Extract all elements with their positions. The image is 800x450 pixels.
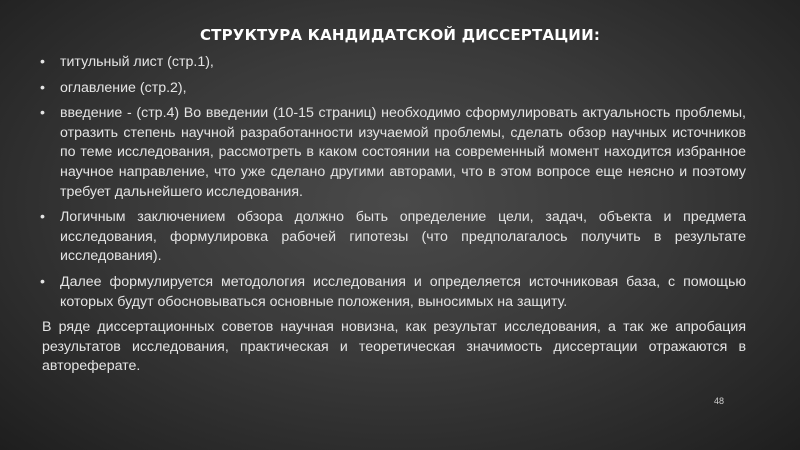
bullet-text: оглавление (стр.2), [60, 79, 187, 96]
page-number: 48 [713, 396, 724, 406]
bullet-review-conclusion [34, 208, 746, 267]
bullet-marker: • [40, 273, 45, 290]
bullet-text: введение - (стр.4) Во введении (10-15 страниц) необходимо сформулировать актуальность проблемы, отразить степень научной разработанности изучаемой проблемы, сделать обзор научных источников по теме исследования, рассмотреть в каком состоянии на современный момент находится избранное научное направление, что уже сделано другими авторами, что в этом вопросе еще неясно и поэтому требует дальнейшего исследования. [60, 105, 746, 200]
bullet-contents [34, 79, 746, 99]
bullet-marker: • [40, 54, 45, 70]
slide-title: СТРУКТУРА КАНДИДАТСКОЙ ДИССЕРТАЦИИ: [199, 26, 601, 44]
bullet-marker: • [40, 105, 45, 122]
bullet-list [34, 53, 746, 312]
bullet-text: Далее формулируется методология исследования и определяется источниковая база, с помощью которых будут обосновываться основные положения, выносимых на защиту. [60, 273, 746, 310]
closing-paragraph: В ряде диссертационных советов научная новизна, как результат исследования, а так же апробация результатов исследования, практическая и теоретическая значимость диссертации отражаются в автореферате. [42, 319, 746, 375]
bullet-marker: • [40, 209, 45, 226]
bullet-introduction [34, 104, 746, 202]
slide-content [34, 53, 746, 377]
bullet-methodology [34, 273, 746, 312]
bullet-text: титульный лист (стр.1), [60, 54, 214, 70]
bullet-text: Логичным заключением обзора должно быть определение цели, задач, объекта и предмета исследования, формулировка рабочей гипотезы (что предполагалось получить в результате исследования). [60, 209, 746, 265]
bullet-title-page [34, 53, 746, 73]
bullet-marker: • [40, 79, 45, 96]
